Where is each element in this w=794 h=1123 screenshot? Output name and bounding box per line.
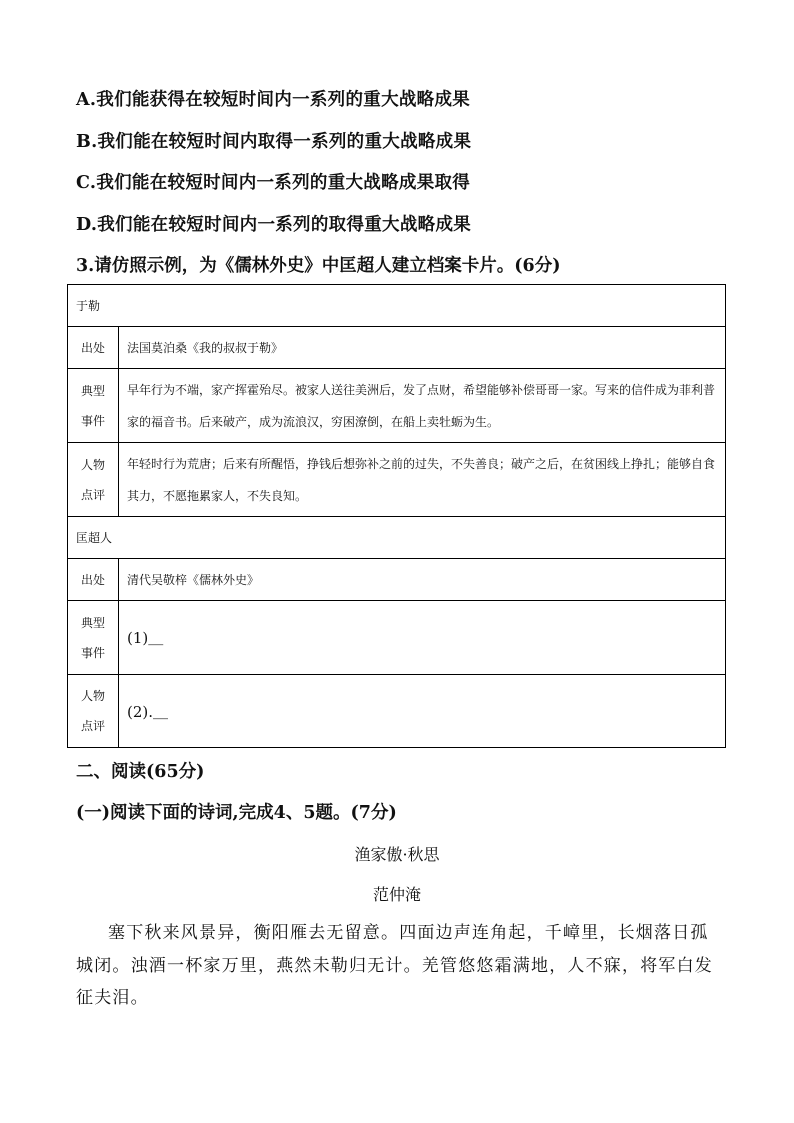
example-events-value: 早年行为不端，家产挥霍殆尽。被家人送往美洲后，发了点财，希望能够补偿哥哥一家。写来的信件成为菲利普家的福音书。后来破产，成为流浪汉，穷困潦倒，在船上卖牡蛎为生。 <box>119 369 726 443</box>
example-events-label <box>68 369 119 443</box>
target-source-value: 清代吴敬梓《儒林外史》 <box>119 559 726 601</box>
label-line: 事件 <box>80 413 105 428</box>
label-line: 典型 <box>80 383 105 398</box>
poem-text: 塞下秋来风景异，衡阳雁去无留意。四面边声连角起，千嶂里，长烟落日孤城闭。浊酒一杯家万里，燕然未勒归无计。羌管悠悠霜满地，人不寐，将军白发征夫泪。 <box>76 923 713 1008</box>
option-b: B.我们能在较短时间内取得一系列的重大战略成果 <box>76 132 472 152</box>
profile-card-table <box>67 284 726 748</box>
target-comment-label <box>68 675 119 748</box>
option-a: A.我们能获得在较短时间内一系列的重大战略成果 <box>76 90 471 110</box>
option-d: D.我们能在较短时间内一系列的取得重大战略成果 <box>76 215 472 235</box>
target-source-label: 出处 <box>68 559 119 601</box>
example-source-label: 出处 <box>68 327 119 369</box>
label-line: 人物 <box>80 689 105 703</box>
label-line: 人物 <box>80 457 105 472</box>
target-events-label <box>68 601 119 675</box>
example-name-cell: 于勒 <box>68 285 726 327</box>
target-events-blank[interactable]: (1)＿ <box>119 601 726 675</box>
label-line: 点评 <box>80 719 105 733</box>
target-name-cell: 匡超人 <box>68 517 726 559</box>
section-2-heading: 二、阅读(65分) <box>76 762 205 782</box>
label-line: 典型 <box>80 615 105 630</box>
example-comment-label <box>68 443 119 517</box>
target-comment-blank[interactable]: (2).＿ <box>119 675 726 748</box>
question-3-prompt: 3.请仿照示例，为《儒林外史》中匡超人建立档案卡片。(6分) <box>76 256 561 276</box>
option-c: C.我们能在较短时间内一系列的重大战略成果取得 <box>76 173 471 193</box>
label-line: 事件 <box>80 645 105 660</box>
example-source-value: 法国莫泊桑《我的叔叔于勒》 <box>119 327 726 369</box>
example-comment-value: 年轻时行为荒唐；后来有所醒悟，挣钱后想弥补之前的过失，不失善良；破产之后，在贫困线上挣扎；能够自食其力，不愿拖累家人，不失良知。 <box>119 443 726 517</box>
subsection-1-heading: (一)阅读下面的诗词,完成4、5题。(7分) <box>76 803 397 823</box>
poem-author: 范仲淹 <box>372 885 421 904</box>
label-line: 点评 <box>80 487 105 502</box>
poem-title: 渔家傲·秋思 <box>354 845 440 864</box>
